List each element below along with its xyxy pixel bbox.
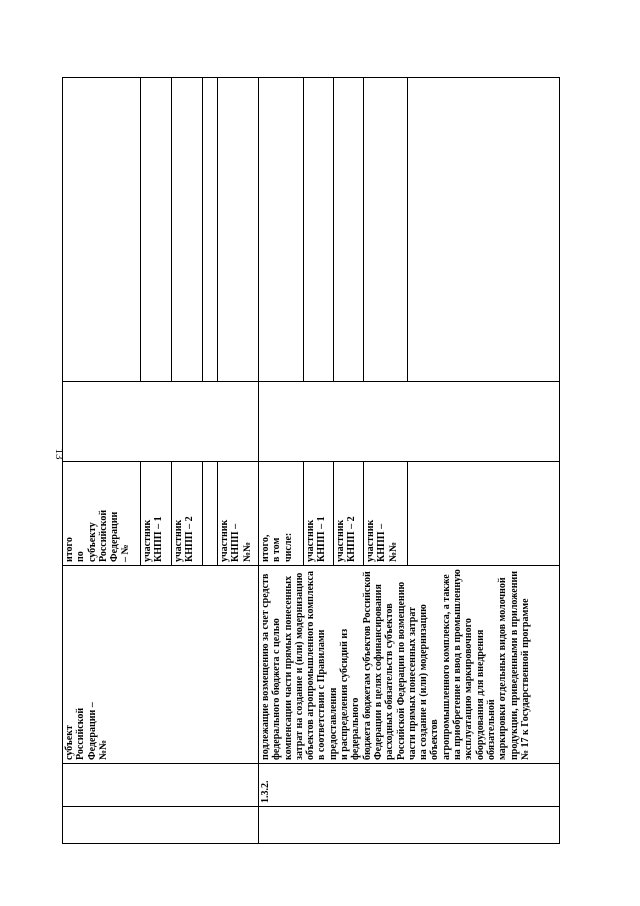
cell-value [408, 78, 560, 382]
cell-number-empty [63, 807, 259, 844]
cell-value [63, 78, 141, 382]
cell-row-label: участник КНПП – 1 [141, 462, 172, 566]
cell-row-label: участник КНПП – 1 [304, 462, 334, 566]
cell-subject-label: субъект Российской Федерации – №№ [63, 566, 259, 764]
cell-empty-column [259, 382, 560, 462]
cell-value [364, 78, 408, 382]
cell-value [203, 78, 218, 382]
cell-row-label: участник КНПП – 2 [334, 462, 364, 566]
cell-row-label: итого, в том числе: [259, 462, 304, 566]
page-number: 13 [53, 448, 65, 460]
cell-empty-column [63, 382, 259, 462]
cell-value [141, 78, 172, 382]
cell-row-label: участник КНПП – №№ [364, 462, 408, 566]
cell-item-number: 1.3.2. [259, 764, 560, 807]
cell-item-empty [63, 764, 259, 807]
cell-row-empty [408, 462, 560, 566]
cell-row-label [203, 462, 218, 566]
cell-value [218, 78, 259, 382]
cell-value [172, 78, 203, 382]
table-row [63, 78, 141, 844]
cell-description: подлежащие возмещению за счет средств федерального бюджета с целью компенсации части прямых понесенных затрат на создание и (или) модернизацию объектов агропромышленного комплекса в соответствии с Правилами предоставления и распределения субсидий из федерального бюджета бюджетам субъектов Российской Федерации в целях софинансирования расходных обязательств субъектов Российской Федерации по возмещению части прямых понесенных затрат на создание и (или) модернизацию объектов агропромышленного комплекса, а также на приобретение и ввод в промышленную эксплуатацию маркировочного оборудования для внедрения обязательной маркировки отдельных видов молочной продукции, приведенными в приложении № 17 к Государственной программе [259, 566, 560, 764]
program-table [62, 77, 560, 844]
cell-value [304, 78, 334, 382]
cell-value [334, 78, 364, 382]
rotated-table-wrapper [62, 78, 560, 844]
table-row [259, 78, 304, 844]
cell-number-empty [259, 807, 560, 844]
cell-row-label: участник КНПП – 2 [172, 462, 203, 566]
cell-row-label: итого по субъекту Российской Федерации – № [63, 462, 141, 566]
cell-value [259, 78, 304, 382]
cell-row-label: участник КНПП – №№ [218, 462, 259, 566]
